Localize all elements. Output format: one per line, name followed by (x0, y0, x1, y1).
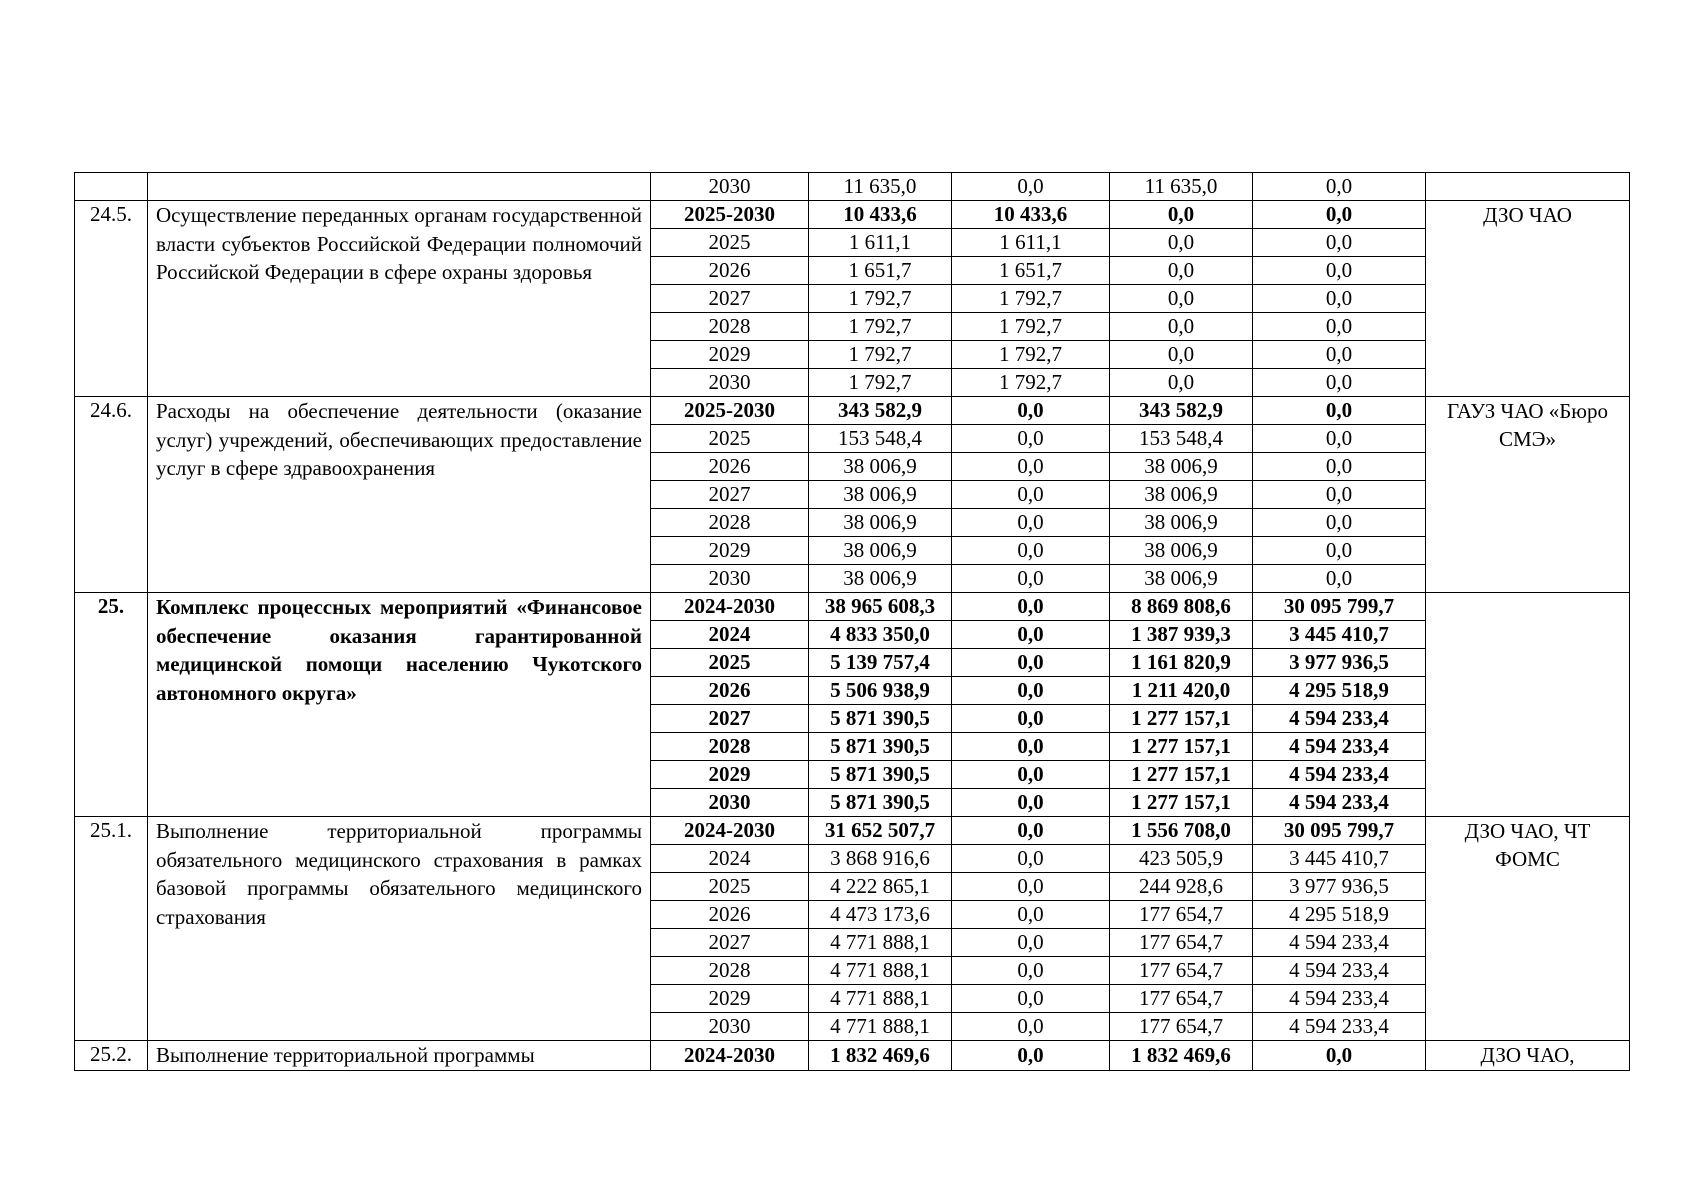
total-cell: 153 548,4 (809, 425, 952, 453)
item-number-cell (75, 173, 148, 201)
total-cell: 38 006,9 (809, 509, 952, 537)
federal-budget-cell: 0,0 (952, 733, 1110, 761)
extrabudgetary-cell: 3 977 936,5 (1253, 873, 1426, 901)
regional-budget-cell: 1 161 820,9 (1110, 649, 1253, 677)
federal-budget-cell: 0,0 (952, 649, 1110, 677)
total-cell: 38 006,9 (809, 481, 952, 509)
period-cell: 2024-2030 (651, 1041, 809, 1071)
period-cell: 2028 (651, 733, 809, 761)
total-cell: 1 792,7 (809, 341, 952, 369)
regional-budget-cell: 177 654,7 (1110, 957, 1253, 985)
extrabudgetary-cell: 0,0 (1253, 313, 1426, 341)
regional-budget-cell: 1 211 420,0 (1110, 677, 1253, 705)
federal-budget-cell: 1 792,7 (952, 313, 1110, 341)
extrabudgetary-cell: 0,0 (1253, 537, 1426, 565)
federal-budget-cell: 0,0 (952, 929, 1110, 957)
total-cell: 5 871 390,5 (809, 733, 952, 761)
extrabudgetary-cell: 0,0 (1253, 229, 1426, 257)
period-cell: 2025-2030 (651, 201, 809, 229)
federal-budget-cell: 0,0 (952, 565, 1110, 593)
regional-budget-cell: 0,0 (1110, 229, 1253, 257)
federal-budget-cell: 0,0 (952, 509, 1110, 537)
item-number-cell: 25.2. (75, 1041, 148, 1071)
total-cell: 343 582,9 (809, 397, 952, 425)
regional-budget-cell: 1 277 157,1 (1110, 789, 1253, 817)
period-cell: 2025 (651, 425, 809, 453)
regional-budget-cell: 1 832 469,6 (1110, 1041, 1253, 1071)
period-cell: 2027 (651, 929, 809, 957)
federal-budget-cell: 10 433,6 (952, 201, 1110, 229)
total-cell: 5 139 757,4 (809, 649, 952, 677)
extrabudgetary-cell: 30 095 799,7 (1253, 817, 1426, 845)
total-cell: 11 635,0 (809, 173, 952, 201)
total-cell: 1 792,7 (809, 285, 952, 313)
regional-budget-cell: 1 387 939,3 (1110, 621, 1253, 649)
extrabudgetary-cell: 0,0 (1253, 397, 1426, 425)
federal-budget-cell: 0,0 (952, 845, 1110, 873)
extrabudgetary-cell: 4 594 233,4 (1253, 761, 1426, 789)
executor-cell: ДЗО ЧАО, ЧТ ФОМС (1426, 817, 1630, 1041)
federal-budget-cell: 1 792,7 (952, 341, 1110, 369)
executor-cell (1426, 593, 1630, 817)
federal-budget-cell: 0,0 (952, 621, 1110, 649)
extrabudgetary-cell: 4 594 233,4 (1253, 929, 1426, 957)
regional-budget-cell: 11 635,0 (1110, 173, 1253, 201)
item-number-cell: 24.5. (75, 201, 148, 397)
federal-budget-cell: 0,0 (952, 789, 1110, 817)
extrabudgetary-cell: 30 095 799,7 (1253, 593, 1426, 621)
regional-budget-cell: 0,0 (1110, 313, 1253, 341)
extrabudgetary-cell: 4 295 518,9 (1253, 901, 1426, 929)
extrabudgetary-cell: 4 594 233,4 (1253, 957, 1426, 985)
federal-budget-cell: 0,0 (952, 1041, 1110, 1071)
federal-budget-cell: 0,0 (952, 425, 1110, 453)
period-cell: 2027 (651, 705, 809, 733)
item-name-cell: Выполнение территориальной программы обязательного медицинского страхования в рамках базовой программы обязательного медицинского страхования (148, 817, 651, 1041)
regional-budget-cell: 1 277 157,1 (1110, 733, 1253, 761)
federal-budget-cell: 1 651,7 (952, 257, 1110, 285)
regional-budget-cell: 38 006,9 (1110, 509, 1253, 537)
total-cell: 4 771 888,1 (809, 985, 952, 1013)
extrabudgetary-cell: 4 295 518,9 (1253, 677, 1426, 705)
period-cell: 2026 (651, 901, 809, 929)
regional-budget-cell: 38 006,9 (1110, 481, 1253, 509)
total-cell: 10 433,6 (809, 201, 952, 229)
period-cell: 2029 (651, 341, 809, 369)
period-cell: 2029 (651, 761, 809, 789)
total-cell: 4 771 888,1 (809, 1013, 952, 1041)
extrabudgetary-cell: 0,0 (1253, 201, 1426, 229)
federal-budget-cell: 1 792,7 (952, 369, 1110, 397)
period-cell: 2030 (651, 789, 809, 817)
period-cell: 2026 (651, 677, 809, 705)
federal-budget-cell: 0,0 (952, 985, 1110, 1013)
regional-budget-cell: 423 505,9 (1110, 845, 1253, 873)
regional-budget-cell: 177 654,7 (1110, 901, 1253, 929)
regional-budget-cell: 244 928,6 (1110, 873, 1253, 901)
table-row (75, 593, 1630, 621)
extrabudgetary-cell: 3 445 410,7 (1253, 845, 1426, 873)
regional-budget-cell: 177 654,7 (1110, 929, 1253, 957)
period-cell: 2030 (651, 1013, 809, 1041)
executor-cell: ДЗО ЧАО, (1426, 1041, 1630, 1071)
regional-budget-cell: 177 654,7 (1110, 985, 1253, 1013)
table-row (75, 201, 1630, 229)
regional-budget-cell: 0,0 (1110, 369, 1253, 397)
period-cell: 2030 (651, 173, 809, 201)
extrabudgetary-cell: 0,0 (1253, 1041, 1426, 1071)
federal-budget-cell: 0,0 (952, 537, 1110, 565)
federal-budget-cell: 0,0 (952, 1013, 1110, 1041)
table-row (75, 817, 1630, 845)
regional-budget-cell: 38 006,9 (1110, 537, 1253, 565)
federal-budget-cell: 0,0 (952, 817, 1110, 845)
total-cell: 1 611,1 (809, 229, 952, 257)
federal-budget-cell: 1 611,1 (952, 229, 1110, 257)
item-name-cell: Осуществление переданных органам государственной власти субъектов Российской Федерации полномочий Российской Федерации в сфере охраны здоровья (148, 201, 651, 397)
federal-budget-cell: 0,0 (952, 873, 1110, 901)
regional-budget-cell: 343 582,9 (1110, 397, 1253, 425)
item-number-cell: 25. (75, 593, 148, 817)
extrabudgetary-cell: 4 594 233,4 (1253, 985, 1426, 1013)
period-cell: 2024 (651, 621, 809, 649)
federal-budget-cell: 0,0 (952, 901, 1110, 929)
regional-budget-cell: 177 654,7 (1110, 1013, 1253, 1041)
executor-cell: ДЗО ЧАО (1426, 201, 1630, 397)
extrabudgetary-cell: 0,0 (1253, 285, 1426, 313)
item-number-cell: 25.1. (75, 817, 148, 1041)
total-cell: 1 792,7 (809, 313, 952, 341)
period-cell: 2024-2030 (651, 817, 809, 845)
extrabudgetary-cell: 0,0 (1253, 453, 1426, 481)
period-cell: 2027 (651, 285, 809, 313)
regional-budget-cell: 0,0 (1110, 341, 1253, 369)
total-cell: 38 006,9 (809, 453, 952, 481)
federal-budget-cell: 0,0 (952, 761, 1110, 789)
federal-budget-cell: 0,0 (952, 593, 1110, 621)
executor-cell (1426, 173, 1630, 201)
regional-budget-cell: 153 548,4 (1110, 425, 1253, 453)
period-cell: 2028 (651, 509, 809, 537)
period-cell: 2029 (651, 985, 809, 1013)
regional-budget-cell: 8 869 808,6 (1110, 593, 1253, 621)
item-name-cell: Комплекс процессных мероприятий «Финансовое обеспечение оказания гарантированной медицинской помощи населению Чукотского автономного округа» (148, 593, 651, 817)
period-cell: 2025-2030 (651, 397, 809, 425)
extrabudgetary-cell: 3 445 410,7 (1253, 621, 1426, 649)
period-cell: 2025 (651, 649, 809, 677)
federal-budget-cell: 0,0 (952, 677, 1110, 705)
item-name-cell: Выполнение территориальной программы (148, 1041, 651, 1071)
extrabudgetary-cell: 0,0 (1253, 369, 1426, 397)
regional-budget-cell: 1 556 708,0 (1110, 817, 1253, 845)
total-cell: 38 006,9 (809, 537, 952, 565)
total-cell: 5 871 390,5 (809, 761, 952, 789)
total-cell: 4 833 350,0 (809, 621, 952, 649)
total-cell: 4 771 888,1 (809, 929, 952, 957)
regional-budget-cell: 0,0 (1110, 257, 1253, 285)
total-cell: 31 652 507,7 (809, 817, 952, 845)
extrabudgetary-cell: 0,0 (1253, 481, 1426, 509)
federal-budget-cell: 0,0 (952, 453, 1110, 481)
period-cell: 2026 (651, 453, 809, 481)
table-row (75, 397, 1630, 425)
extrabudgetary-cell: 4 594 233,4 (1253, 733, 1426, 761)
budget-table-body (75, 173, 1630, 1071)
federal-budget-cell: 0,0 (952, 957, 1110, 985)
budget-table (74, 172, 1630, 1071)
extrabudgetary-cell: 4 594 233,4 (1253, 789, 1426, 817)
item-number-cell: 24.6. (75, 397, 148, 593)
total-cell: 5 871 390,5 (809, 705, 952, 733)
extrabudgetary-cell: 4 594 233,4 (1253, 1013, 1426, 1041)
period-cell: 2030 (651, 565, 809, 593)
total-cell: 5 871 390,5 (809, 789, 952, 817)
total-cell: 4 222 865,1 (809, 873, 952, 901)
total-cell: 38 965 608,3 (809, 593, 952, 621)
regional-budget-cell: 38 006,9 (1110, 453, 1253, 481)
table-row (75, 1041, 1630, 1071)
total-cell: 1 832 469,6 (809, 1041, 952, 1071)
period-cell: 2024-2030 (651, 593, 809, 621)
regional-budget-cell: 1 277 157,1 (1110, 761, 1253, 789)
extrabudgetary-cell: 0,0 (1253, 341, 1426, 369)
extrabudgetary-cell: 0,0 (1253, 173, 1426, 201)
total-cell: 3 868 916,6 (809, 845, 952, 873)
period-cell: 2028 (651, 957, 809, 985)
regional-budget-cell: 38 006,9 (1110, 565, 1253, 593)
federal-budget-cell: 0,0 (952, 705, 1110, 733)
federal-budget-cell: 1 792,7 (952, 285, 1110, 313)
total-cell: 1 792,7 (809, 369, 952, 397)
period-cell: 2029 (651, 537, 809, 565)
total-cell: 4 771 888,1 (809, 957, 952, 985)
period-cell: 2030 (651, 369, 809, 397)
regional-budget-cell: 0,0 (1110, 285, 1253, 313)
total-cell: 38 006,9 (809, 565, 952, 593)
period-cell: 2025 (651, 229, 809, 257)
item-name-cell: Расходы на обеспечение деятельности (оказание услуг) учреждений, обеспечивающих предоставление услуг в сфере здравоохранения (148, 397, 651, 593)
period-cell: 2028 (651, 313, 809, 341)
extrabudgetary-cell: 0,0 (1253, 565, 1426, 593)
federal-budget-cell: 0,0 (952, 173, 1110, 201)
item-name-cell (148, 173, 651, 201)
executor-cell: ГАУЗ ЧАО «Бюро СМЭ» (1426, 397, 1630, 593)
federal-budget-cell: 0,0 (952, 397, 1110, 425)
period-cell: 2027 (651, 481, 809, 509)
period-cell: 2024 (651, 845, 809, 873)
federal-budget-cell: 0,0 (952, 481, 1110, 509)
regional-budget-cell: 0,0 (1110, 201, 1253, 229)
table-row (75, 173, 1630, 201)
period-cell: 2025 (651, 873, 809, 901)
extrabudgetary-cell: 0,0 (1253, 509, 1426, 537)
extrabudgetary-cell: 0,0 (1253, 425, 1426, 453)
total-cell: 1 651,7 (809, 257, 952, 285)
period-cell: 2026 (651, 257, 809, 285)
total-cell: 5 506 938,9 (809, 677, 952, 705)
extrabudgetary-cell: 0,0 (1253, 257, 1426, 285)
regional-budget-cell: 1 277 157,1 (1110, 705, 1253, 733)
extrabudgetary-cell: 3 977 936,5 (1253, 649, 1426, 677)
extrabudgetary-cell: 4 594 233,4 (1253, 705, 1426, 733)
total-cell: 4 473 173,6 (809, 901, 952, 929)
